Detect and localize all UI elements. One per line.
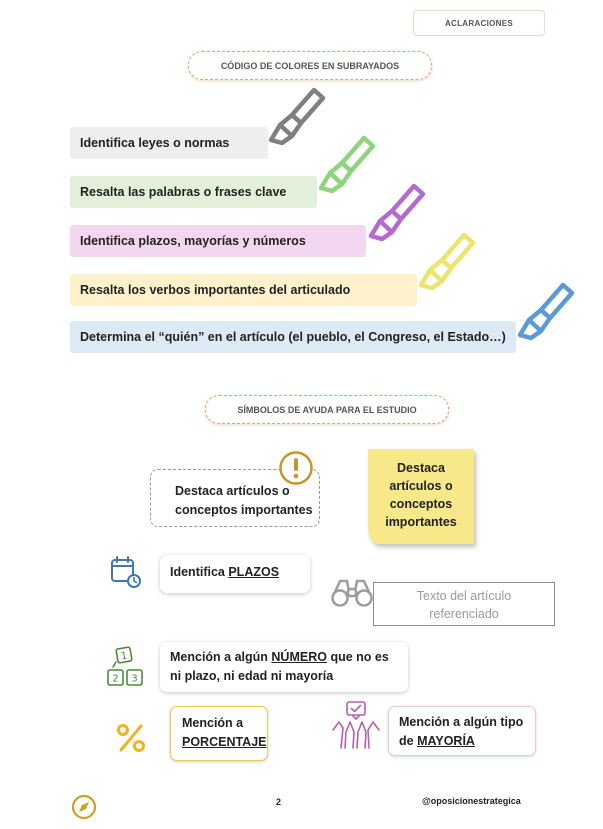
percent-icon	[116, 723, 146, 753]
header-tab: ACLARACIONES	[413, 10, 545, 36]
sticky-note-line1: Destaca	[397, 461, 445, 475]
raised-hands-icon	[331, 700, 381, 750]
plazos-box	[160, 555, 310, 593]
highlight-label: Determina el “quién” en el artículo (el pueblo, el Congreso, el Estado…)	[80, 330, 506, 344]
sticky-note-line2: artículos o	[389, 479, 453, 493]
referenced-text-box	[373, 582, 555, 626]
color-code-title: CÓDIGO DE COLORES EN SUBRAYADOS	[188, 51, 432, 80]
numero-suffix: que no es	[326, 650, 389, 664]
porcentaje-box	[170, 706, 268, 761]
binoculars-icon	[331, 577, 373, 609]
mayoria-line1: Mención a algún tipo	[399, 715, 524, 729]
sticky-note-line3: conceptos	[389, 497, 453, 511]
highlight-label: Identifica plazos, mayorías y números	[80, 234, 306, 248]
highlight-label: Resalta los verbos importantes del articulado	[80, 283, 351, 297]
mayoria-prefix: de	[399, 734, 418, 748]
highlighter-marker-icon	[406, 230, 478, 292]
sticky-note	[368, 449, 474, 544]
highlight-row-laws	[70, 127, 268, 159]
highlight-label: Resalta las palabras o frases clave	[80, 185, 287, 199]
mayoria-keyword: MAYORÍA	[417, 734, 475, 748]
highlight-label: Identifica leyes o normas	[80, 136, 230, 150]
mayoria-box	[388, 706, 536, 756]
referenced-line1: Texto del artículo	[416, 589, 512, 603]
numero-prefix: Mención a algún	[170, 650, 272, 664]
highlight-row-keywords	[70, 176, 317, 208]
dashed-note-line1: Destaca artículos o	[175, 484, 290, 498]
svg-text:3: 3	[131, 673, 138, 685]
highlight-row-verbs	[70, 274, 417, 306]
study-symbols-title: SÍMBOLOS DE AYUDA PARA EL ESTUDIO	[205, 395, 449, 424]
compass-icon	[71, 794, 97, 820]
highlighter-marker-icon	[505, 280, 577, 342]
referenced-line2: referenciado	[429, 607, 499, 621]
highlight-row-who	[70, 321, 516, 353]
numero-box	[160, 642, 408, 692]
numero-line2: ni plazo, ni edad ni mayoría	[170, 669, 334, 683]
porcentaje-line1: Mención a	[182, 716, 244, 730]
page-number: 2	[276, 797, 282, 807]
calendar-icon	[110, 556, 142, 588]
footer-handle: @oposicionestrategica	[422, 796, 521, 806]
number-blocks-icon	[104, 644, 148, 692]
dashed-note-line2: conceptos importantes	[175, 503, 313, 517]
svg-text:1: 1	[120, 650, 129, 663]
sticky-note-line4: importantes	[385, 515, 457, 529]
plazos-keyword: PLAZOS	[228, 565, 280, 579]
numero-keyword: NÚMERO	[271, 650, 327, 664]
svg-text:2: 2	[112, 673, 119, 685]
porcentaje-keyword: PORCENTAJE	[182, 735, 267, 749]
plazos-prefix: Identifica	[170, 565, 229, 579]
exclamation-icon	[278, 450, 314, 486]
highlight-row-deadlines	[70, 225, 366, 257]
